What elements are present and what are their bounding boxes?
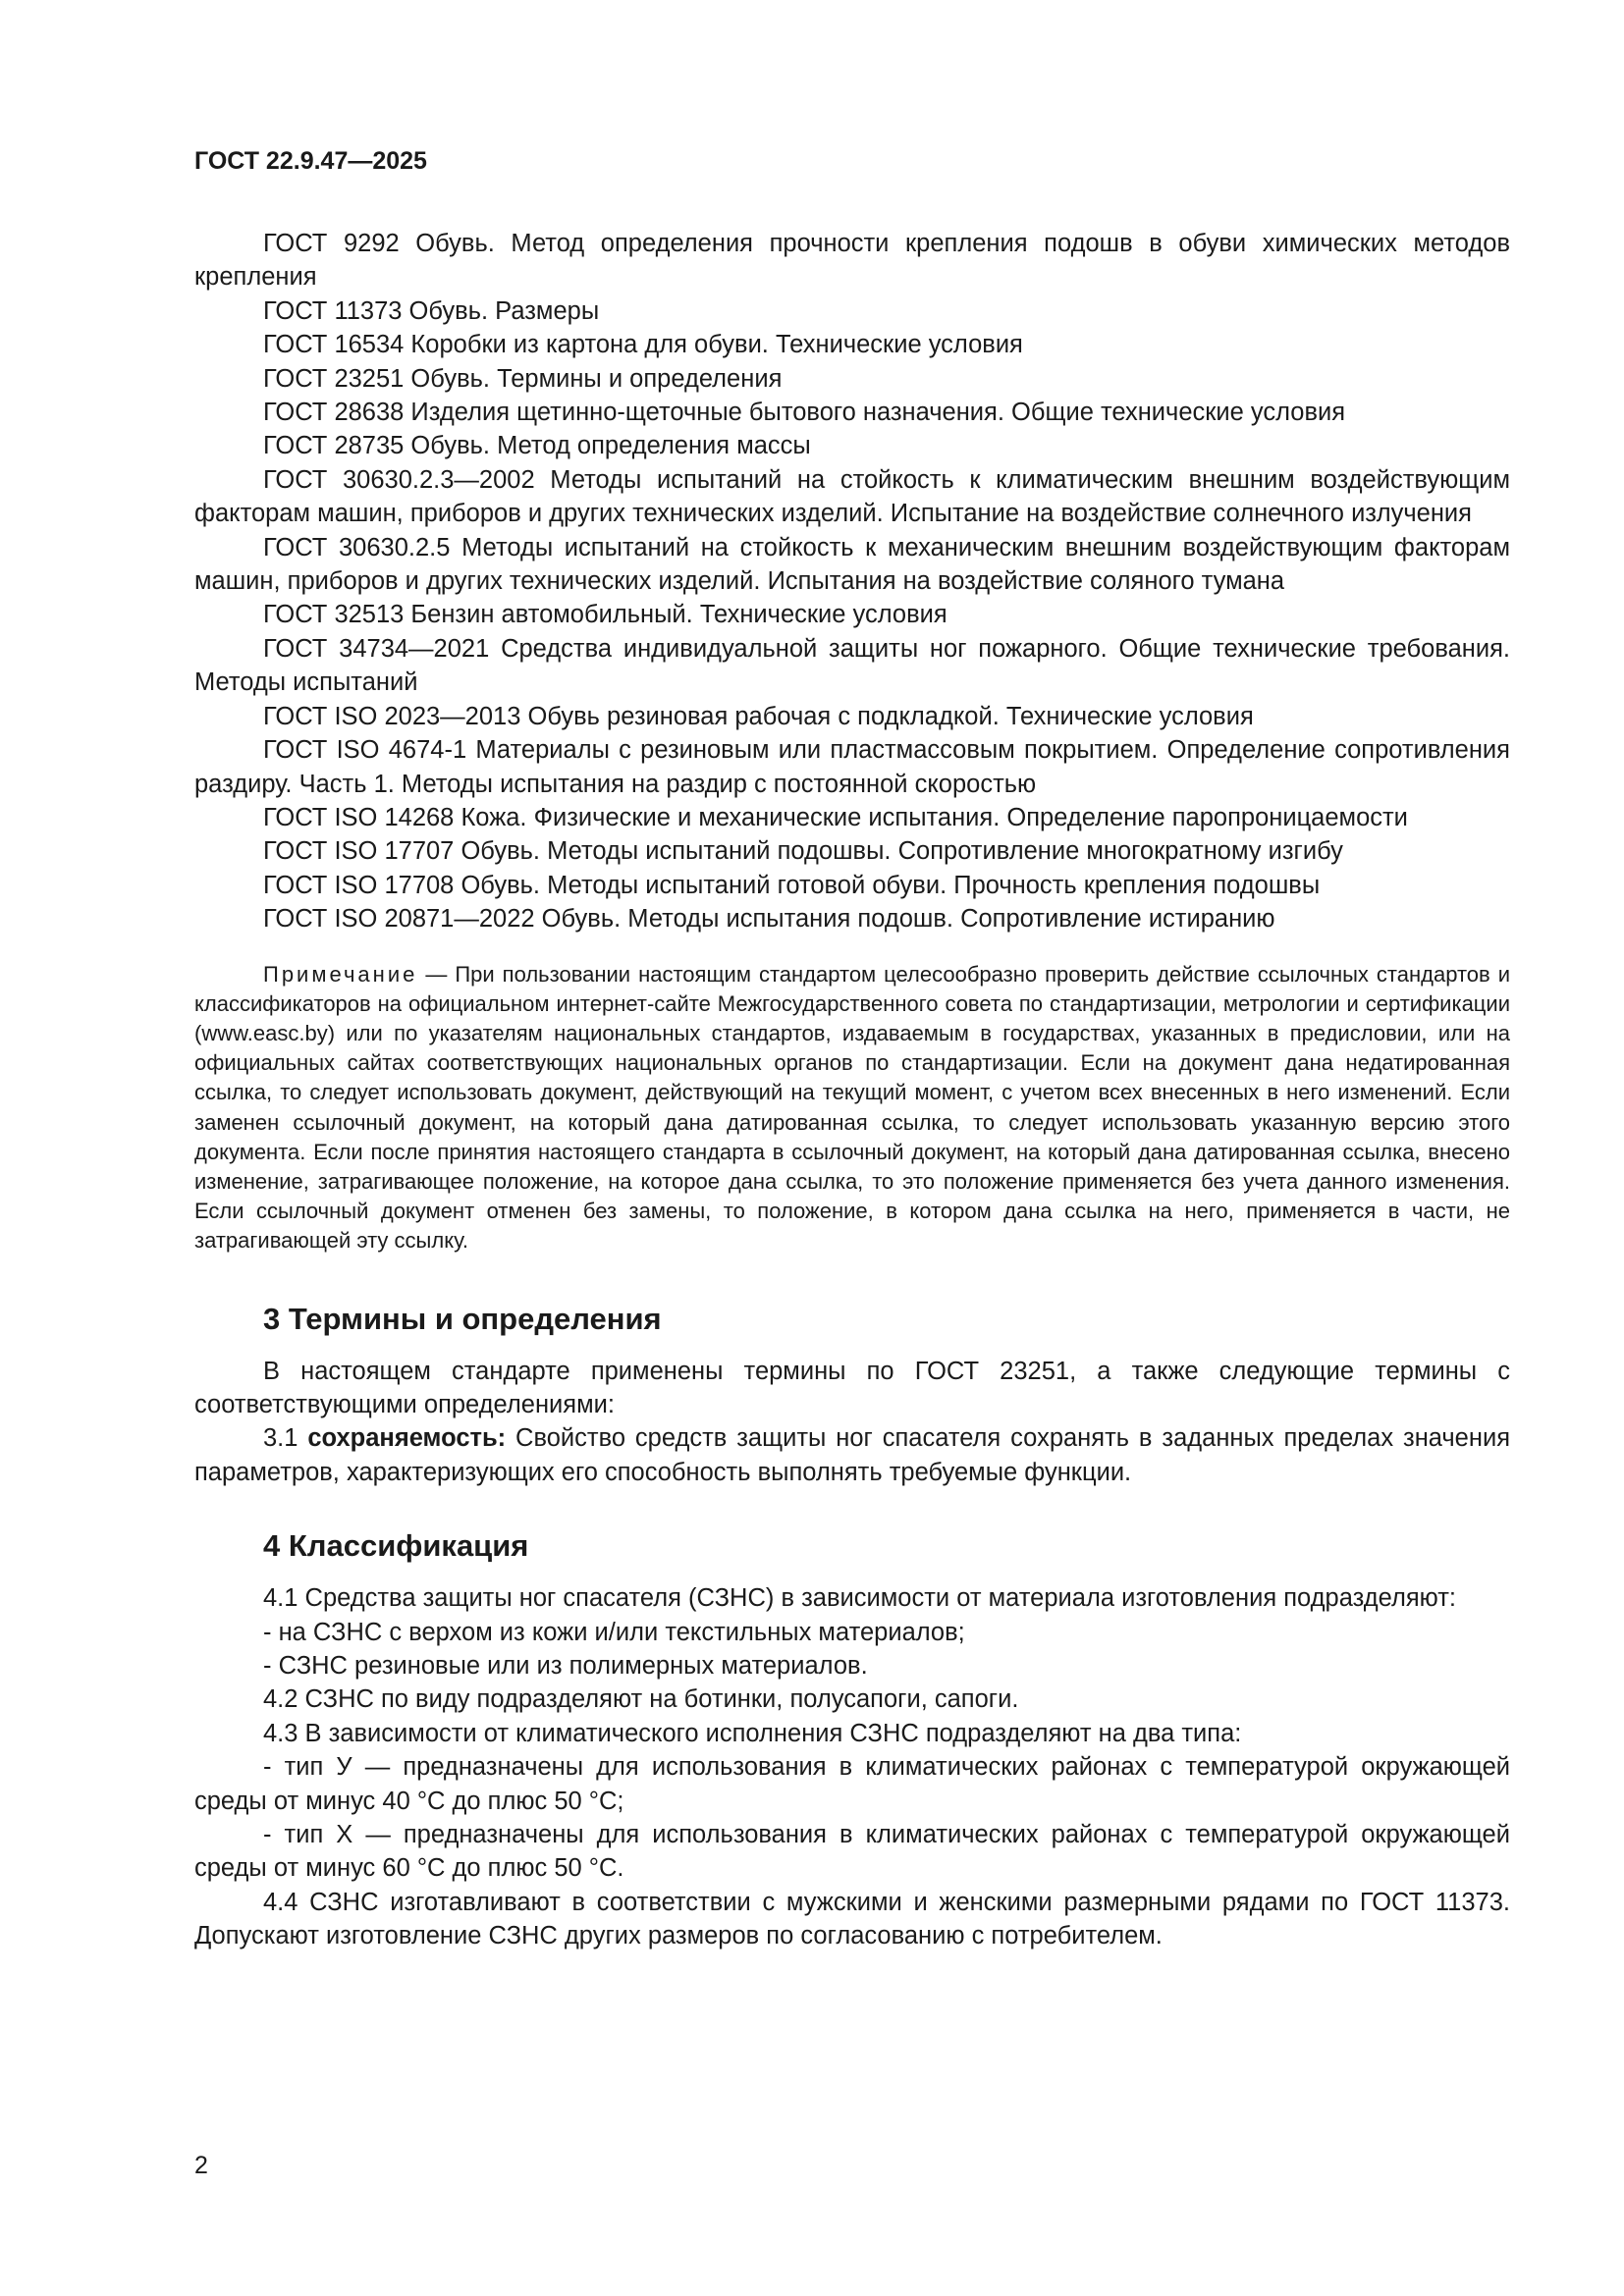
reference-item: ГОСТ 30630.2.5 Методы испытаний на стойкость к механическим внешним воздействующим факторам машин, приборов и других технических изделий. Испытания на воздействие соляного тумана xyxy=(194,533,1510,596)
section-4-paragraph: - тип Х — предназначены для использования в климатических районах с температурой окружающей среды от минус 60 °С до плюс 50 °С. xyxy=(194,1821,1510,1883)
term-definition xyxy=(194,1421,1510,1489)
reference-item: ГОСТ 16534 Коробки из картона для обуви. Технические условия xyxy=(263,331,1023,359)
term-number: 3.1 xyxy=(263,1424,308,1453)
term-text: Свойство средств защиты ног спасателя сохранять в заданных пределах значения параметров, характеризующих его способность выполнять требуемые функции. xyxy=(194,1424,1510,1486)
section-4-paragraph: 4.3 В зависимости от климатического исполнения СЗНС подразделяют на два типа: xyxy=(263,1719,1242,1747)
section-3-title: 3 Термины и определения xyxy=(263,1301,662,1336)
term-name: сохраняемость: xyxy=(307,1424,507,1453)
section-4-paragraph: - на СЗНС с верхом из кожи и/или текстильных материалов; xyxy=(263,1618,965,1646)
page-number: 2 xyxy=(194,2152,208,2179)
reference-item: ГОСТ 9292 Обувь. Метод определения прочности крепления подошв в обуви химических методов крепления xyxy=(194,230,1510,292)
references-list xyxy=(194,227,1510,936)
section-4-paragraph: 4.2 СЗНС по виду подразделяют на ботинки, полусапоги, сапоги. xyxy=(263,1685,1019,1714)
reference-item: ГОСТ 34734—2021 Средства индивидуальной защиты ног пожарного. Общие технические требования. Методы испытаний xyxy=(194,634,1510,697)
reference-item: ГОСТ ISO 4674-1 Материалы с резиновым или пластмассовым покрытием. Определение сопротивления раздиру. Часть 1. Методы испытания на раздир с постоянной скоростью xyxy=(194,736,1510,798)
section-4-paragraph: - СЗНС резиновые или из полимерных материалов. xyxy=(263,1652,868,1680)
reference-item: ГОСТ ISO 20871—2022 Обувь. Методы испытания подошв. Сопротивление истиранию xyxy=(263,905,1275,934)
note-label: Примечание xyxy=(263,961,418,987)
section-4-paragraph: 4.4 СЗНС изготавливают в соответствии с мужскими и женскими размерными рядами по ГОСТ 11373. Допускают изготовление СЗНС других размеров по согласованию с потребителем. xyxy=(194,1888,1510,1950)
note-text: — При пользовании настоящим стандартом целесообразно проверить действие ссылочных стандартов и классификаторов на официальном интернет-сайте Межгосударственного совета по стандартизации, метрологии и сертификации (www.easc.by) или по указателям национальных стандартов, издаваемым в государствах, указанных в предисловии, или на официальных сайтах соответствующих национальных органов по стандартизации. Если на документ дана недатированная ссылка, то следует использовать документ, действующий на текущий момент, с учетом всех внесенных в него изменений. Если заменен ссылочный документ, на который дана датированная ссылка, то следует использовать указанную версию этого документа. Если после принятия настоящего стандарта в ссылочный документ, на который дана датированная ссылка, внесено изменение, затрагивающее положение, на которое дана ссылка, то это положение применяется без учета данного изменения. Если ссылочный документ отменен без замены, то положение, в котором дана ссылка на него, применяется в части, не затрагивающей эту ссылку. xyxy=(194,961,1510,1254)
reference-item: ГОСТ ISO 14268 Кожа. Физические и механические испытания. Определение паропроницаемости xyxy=(263,803,1408,831)
section-3-intro: В настоящем стандарте применены термины по ГОСТ 23251, а также следующие термины с соответствующими определениями: xyxy=(194,1357,1510,1418)
document-page xyxy=(194,147,1510,1953)
reference-item: ГОСТ ISO 2023—2013 Обувь резиновая рабочая с подкладкой. Технические условия xyxy=(263,702,1254,730)
reference-item: ГОСТ 30630.2.3—2002 Методы испытаний на стойкость к климатическим внешним воздействующим факторам машин, приборов и других технических изделий. Испытание на воздействие солнечного излучения xyxy=(194,465,1510,528)
note-paragraph xyxy=(194,960,1510,1256)
reference-item: ГОСТ 23251 Обувь. Термины и определения xyxy=(263,364,783,393)
reference-item: ГОСТ 32513 Бензин автомобильный. Технические условия xyxy=(263,601,947,629)
section-4-paragraph: 4.1 Средства защиты ног спасателя (СЗНС) в зависимости от материала изготовления подразделяют: xyxy=(263,1584,1456,1613)
reference-item: ГОСТ ISO 17707 Обувь. Методы испытаний подошвы. Сопротивление многократному изгибу xyxy=(263,837,1343,866)
section-4-paragraph: - тип У — предназначены для использования в климатических районах с температурой окружающей среды от минус 40 °С до плюс 50 °С; xyxy=(194,1753,1510,1815)
reference-item: ГОСТ 28735 Обувь. Метод определения массы xyxy=(263,432,811,460)
section-4-title: 4 Классификация xyxy=(263,1528,529,1564)
reference-item: ГОСТ 28638 Изделия щетинно-щеточные бытового назначения. Общие технические условия xyxy=(263,399,1346,427)
reference-item: ГОСТ ISO 17708 Обувь. Методы испытаний готовой обуви. Прочность крепления подошвы xyxy=(263,871,1321,899)
reference-item: ГОСТ 11373 Обувь. Размеры xyxy=(263,296,600,325)
document-header: ГОСТ 22.9.47—2025 xyxy=(194,147,427,175)
